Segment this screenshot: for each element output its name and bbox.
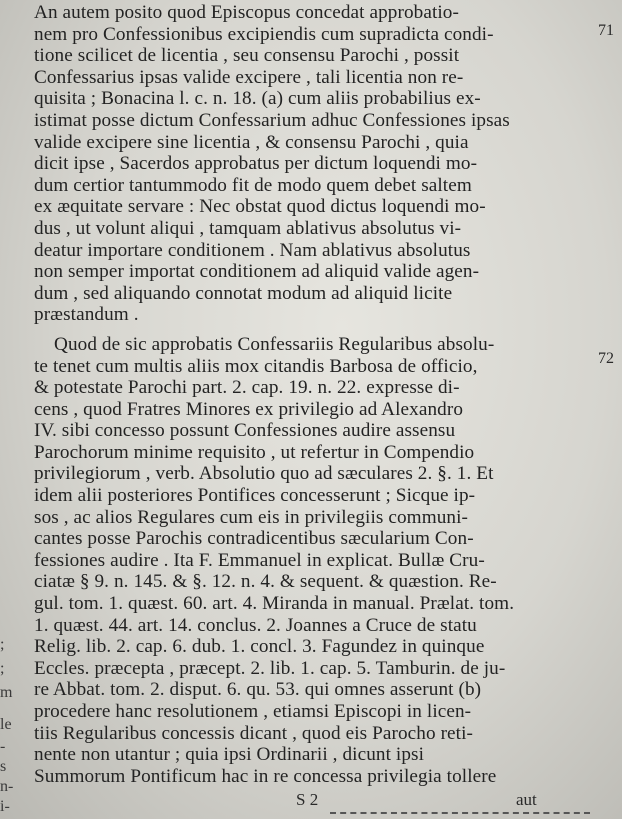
margin-number-71: 71 (598, 22, 614, 39)
text-line: præstandum . (34, 304, 139, 326)
paragraph-2 (34, 334, 594, 787)
text-line: Confessarius ipsas valide excipere , tali licentia non re- (34, 66, 464, 88)
left-margin-fragment: n- (0, 778, 14, 795)
text-line: sos , ac alios Regulares cum eis in privilegiis communi- (34, 506, 469, 528)
text-line: Summorum Pontificum hac in re concessa privilegia tollere (34, 765, 497, 787)
left-margin-fragment: ; (0, 636, 5, 653)
text-line: Eccles. præcepta , præcept. 2. lib. 1. cap. 5. Tamburin. de ju- (34, 657, 506, 679)
text-line: privilegiorum , verb. Absolutio quo ad sæculares 2. §. 1. Et (34, 463, 494, 485)
bottom-rule (330, 812, 590, 814)
text-line: 1. quæst. 44. art. 14. conclus. 2. Joannes a Cruce de statu (34, 614, 477, 636)
paragraph-1 (34, 2, 594, 326)
text-line: quisita ; Bonacina l. c. n. 18. (a) cum aliis probabilius ex- (34, 88, 481, 110)
signature-mark: S 2 (296, 790, 319, 809)
text-line: Parochorum minime requisito , ut refertur in Compendio (34, 441, 475, 463)
text-line: & potestate Parochi part. 2. cap. 19. n. 22. expresse di- (34, 377, 460, 399)
text-line: An autem posito quod Episcopus concedat approbatio- (34, 2, 459, 23)
text-line: dum certior tantummodo fit de modo quem debet saltem (34, 174, 472, 196)
text-line: dicit ipse , Sacerdos approbatus per dictum loquendi mo- (34, 153, 478, 175)
text-line: IV. sibi concesso possunt Confessiones audire assensu (34, 420, 456, 442)
text-line: nente non utantur ; quia ipsi Ordinarii , dicunt ipsi (34, 744, 425, 766)
text-line: dum , sed aliquando connotat modum ad aliquid licite (34, 282, 453, 304)
left-margin-fragment: le (0, 716, 12, 733)
left-margin-fragment: m (0, 684, 13, 701)
text-line: ex æquitate servare : Nec obstat quod dictus loquendi mo- (34, 196, 486, 218)
margin-number-72: 72 (598, 350, 614, 367)
text-line: idem alii posteriores Pontifices concesserunt ; Sicque ip- (34, 485, 476, 507)
text-line: tione scilicet de licentia , seu consensu Parochi , possit (34, 45, 460, 67)
text-line: re Abbat. tom. 2. disput. 6. qu. 53. qui omnes asserunt (b) (34, 679, 482, 701)
text-line: cantes posse Parochis contradicentibus sæcularium Con- (34, 528, 474, 550)
left-margin-fragment: ; (0, 660, 5, 677)
text-line: istimat posse dictum Confessarium adhuc Confessiones ipsas (34, 109, 510, 131)
text-line: non semper importat conditionem ad aliquid valide agen- (34, 261, 480, 283)
text-line: fessiones audire . Ita F. Emmanuel in explicat. Bullæ Cru- (34, 549, 485, 571)
left-margin-fragment: i- (0, 798, 10, 815)
text-line: cens , quod Fratres Minores ex privilegio ad Alexandro (34, 398, 464, 420)
text-line: Relig. lib. 2. cap. 6. dub. 1. concl. 3. Fagundez in quinque (34, 636, 485, 658)
text-line: te tenet cum multis aliis mox citandis Barbosa de officio, (34, 355, 478, 377)
text-line: nem pro Confessionibus excipiendis cum supradicta condi- (34, 23, 494, 45)
text-line: ciatæ § 9. n. 145. & §. 12. n. 4. & sequent. & quæstion. Re- (34, 571, 497, 593)
body-text (34, 2, 594, 787)
text-line: procedere hanc resolutionem , etiamsi Episcopi in licen- (34, 701, 472, 722)
text-line: gul. tom. 1. quæst. 60. art. 4. Miranda in manual. Prælat. tom. (34, 593, 515, 615)
left-margin-fragment: - (0, 738, 6, 755)
text-line: deatur importare conditionem . Nam ablativus absolutus (34, 239, 471, 261)
catchword: aut (516, 790, 537, 809)
left-margin-fragment: s (0, 758, 7, 775)
text-line: Quod de sic approbatis Confessariis Regularibus absolu- (54, 333, 495, 355)
text-line: valide excipere sine licentia , & consensu Parochi , quia (34, 131, 469, 153)
text-line: tiis Regularibus concessis dicant , quod eis Parocho reti- (34, 722, 474, 744)
text-line: dus , ut volunt aliqui , tamquam ablativus absolutus vi- (34, 217, 462, 239)
